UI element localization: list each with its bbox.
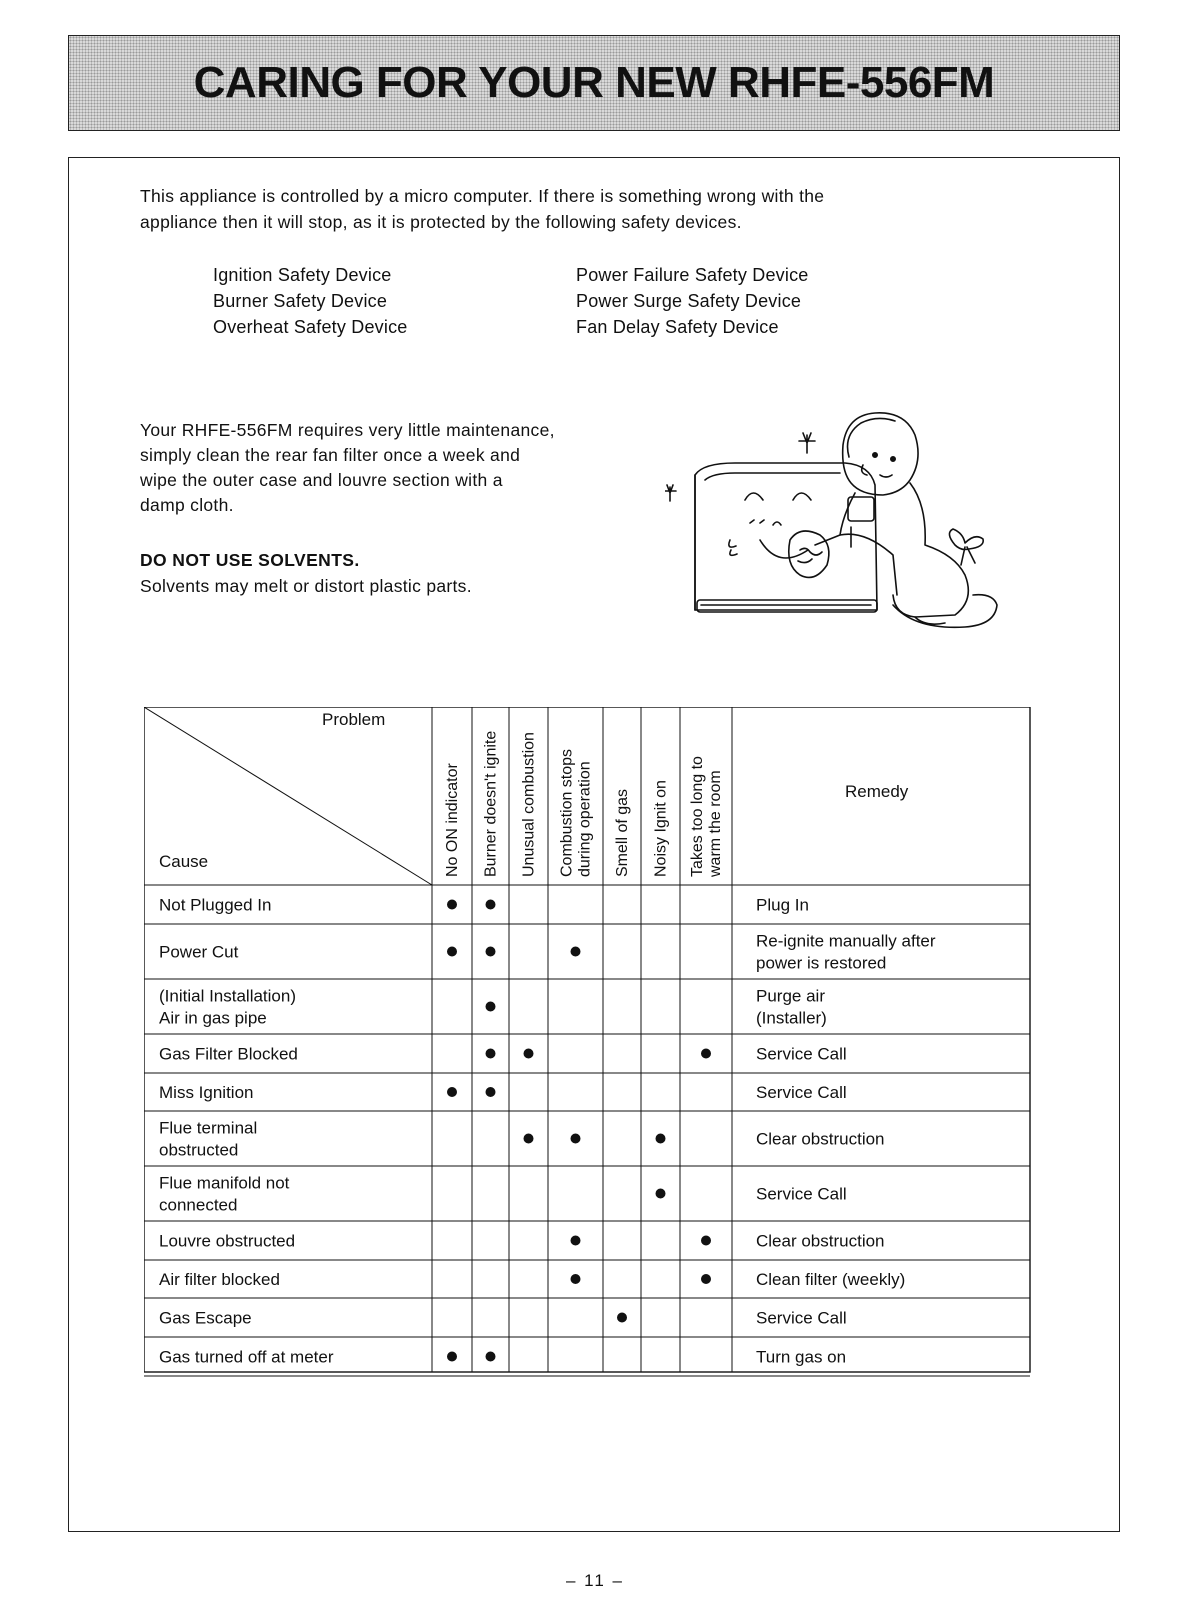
problem-mark-dot [447,900,457,910]
remedy-cell: Re-ignite manually after [756,931,936,951]
problem-header: Burner doesn't ignite [482,730,500,877]
problem-mark-dot [701,1236,711,1246]
cause-cell: Air filter blocked [159,1270,280,1289]
problem-mark-dot [486,947,496,957]
problem-header: warm the room [707,770,725,877]
maintenance-line: wipe the outer case and louvre section with a [140,470,503,490]
problem-mark-dot [524,1134,534,1144]
safety-device-item: Overheat Safety Device [213,317,408,337]
problem-mark-dot [571,1274,581,1284]
safety-devices-left [213,262,408,340]
remedy-cell: Service Call [756,1044,847,1064]
cause-cell: Not Plugged In [159,895,272,915]
problem-mark-dot [447,1087,457,1097]
problem-header: Noisy Ignit on [652,780,670,877]
problem-mark-dot [701,1274,711,1284]
cause-cell: Power Cut [159,942,239,962]
problem-mark-dot [486,1352,496,1362]
problem-mark-dot [486,900,496,910]
remedy-cell: Plug In [756,895,809,915]
problem-header: Unusual combustion [520,732,538,877]
remedy-cell: Clean filter (weekly) [756,1270,906,1289]
remedy-label: Remedy [845,782,909,801]
cause-cell: connected [159,1195,238,1215]
problem-mark-dot [486,1002,496,1012]
cause-cell: Gas turned off at meter [159,1347,334,1367]
maintenance-line: simply clean the rear fan filter once a week and [140,445,521,465]
cause-label: Cause [159,852,209,871]
safety-device-item: Power Surge Safety Device [576,291,802,311]
safety-device-item: Burner Safety Device [213,291,388,311]
problem-mark-dot [701,1049,711,1059]
problem-mark-dot [486,1087,496,1097]
cause-cell: Louvre obstructed [159,1231,296,1251]
safety-device-item: Fan Delay Safety Device [576,317,779,337]
cause-cell: Flue terminal [159,1118,258,1138]
safety-devices-right [576,262,809,340]
warning-text: Solvents may melt or distort plastic parts. [140,576,472,596]
intro-line: appliance then it will stop, as it is protected by the following safety devices. [140,212,742,232]
remedy-cell: Purge air [756,986,825,1006]
problem-header: Smell of gas [614,788,632,877]
problem-mark-dot [617,1313,627,1323]
problem-header: during operation [576,761,594,877]
page-title: CARING FOR YOUR NEW RHFE-556FM [193,58,995,107]
problem-mark-dot [656,1134,666,1144]
cause-cell: obstructed [159,1140,239,1160]
cause-cell: Air in gas pipe [159,1008,267,1028]
remedy-cell: power is restored [756,953,887,973]
problem-mark-dot [571,947,581,957]
problem-header: No ON indicator [444,763,462,877]
safety-device-item: Ignition Safety Device [213,265,392,285]
problem-mark-dot [571,1236,581,1246]
intro-paragraph [140,183,1040,235]
cause-cell: Gas Escape [159,1308,252,1328]
page-number: – 11 – [565,1571,624,1590]
problem-header: Combustion stops [558,748,576,877]
remedy-cell: Service Call [756,1083,847,1102]
cause-cell: Miss Ignition [159,1083,254,1102]
remedy-cell: Service Call [756,1184,847,1204]
problem-label: Problem [322,710,386,729]
problem-mark-dot [447,1352,457,1362]
cleaning-illustration [665,405,1030,645]
safety-device-item: Power Failure Safety Device [576,265,809,285]
remedy-cell: Clear obstruction [756,1231,885,1251]
maintenance-line: Your RHFE-556FM requires very little maintenance, [140,420,555,440]
troubleshooting-table [144,707,1032,1402]
problem-mark-dot [447,947,457,957]
problem-mark-dot [571,1134,581,1144]
cause-cell: Gas Filter Blocked [159,1044,298,1064]
maintenance-line: damp cloth. [140,495,234,515]
intro-line: This appliance is controlled by a micro computer. If there is something wrong with the [140,186,825,206]
maintenance-paragraph [140,418,620,518]
remedy-cell: Turn gas on [756,1347,847,1367]
remedy-cell: (Installer) [756,1008,827,1028]
problem-mark-dot [656,1189,666,1199]
cause-cell: Flue manifold not [159,1173,290,1193]
title-banner [68,35,1120,131]
problem-header: Takes too long to [689,756,707,877]
problem-mark-dot [486,1049,496,1059]
troubleshooting-grid [144,707,1032,1397]
cause-cell: (Initial Installation) [159,986,297,1006]
warning-heading: DO NOT USE SOLVENTS. [140,550,360,570]
remedy-cell: Service Call [756,1308,847,1328]
remedy-cell: Clear obstruction [756,1129,885,1149]
problem-mark-dot [524,1049,534,1059]
